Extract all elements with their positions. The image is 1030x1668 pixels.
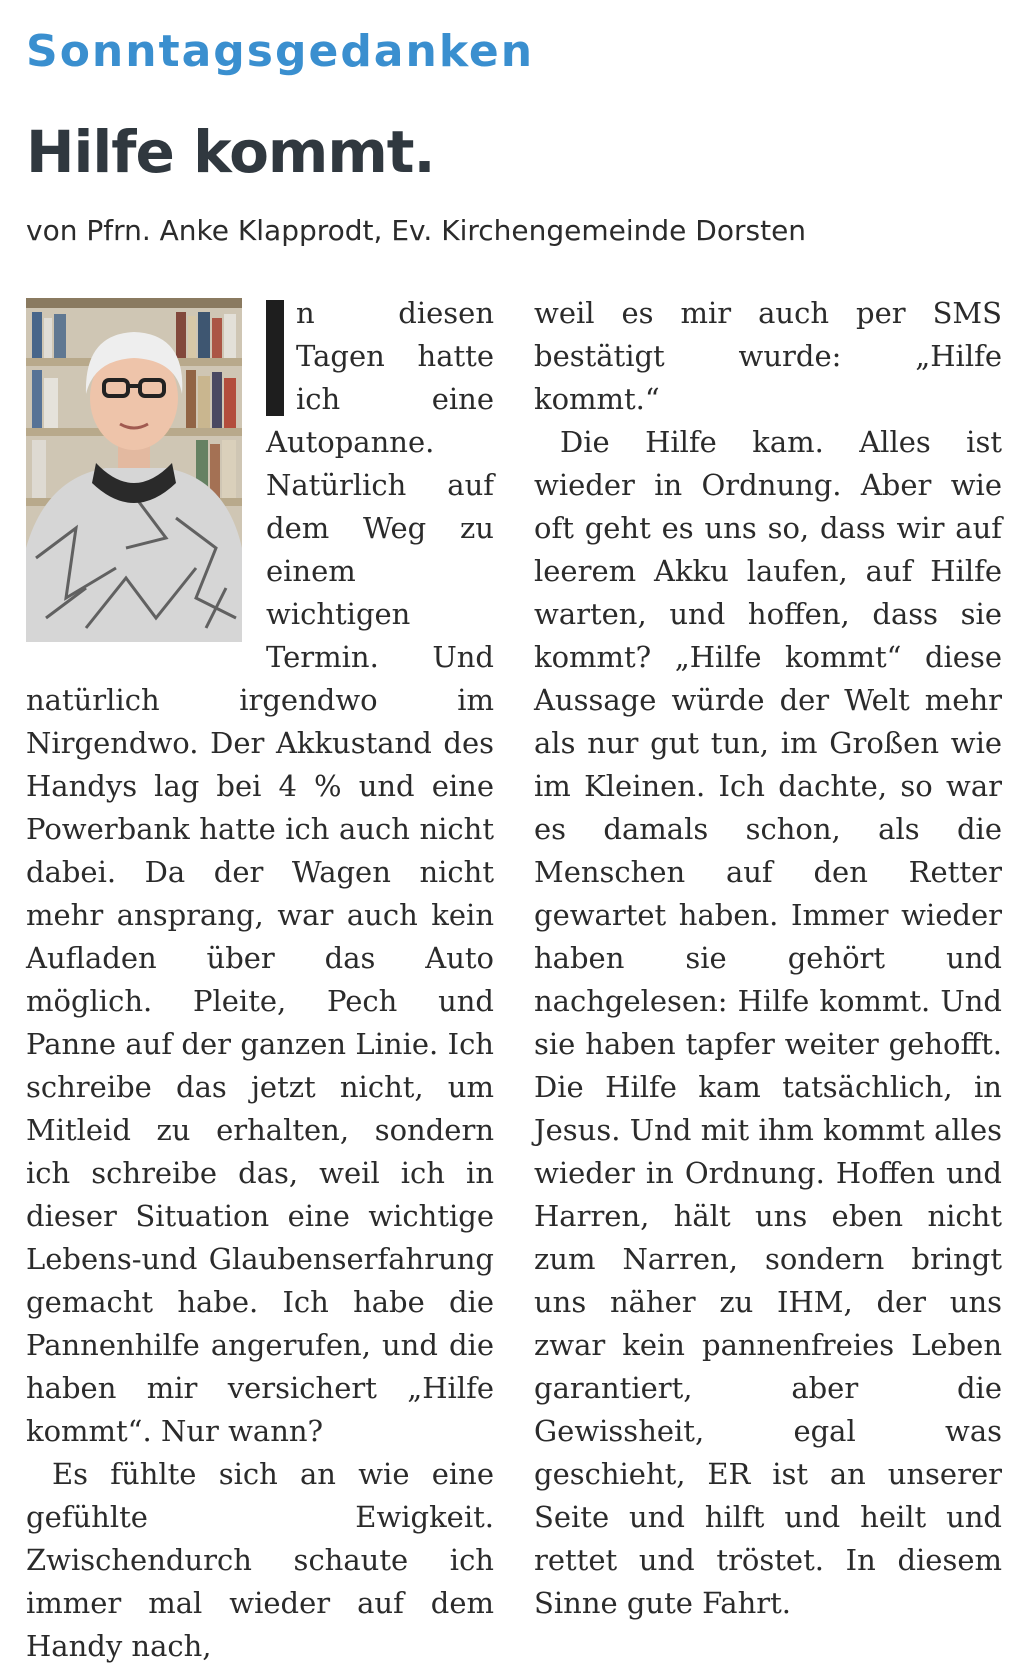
author-photo (26, 298, 242, 642)
article-column-1 (26, 292, 494, 1668)
article-column-2 (534, 292, 1002, 1625)
headline: Hilfe kommt. (26, 118, 435, 186)
paragraph: weil es mir auch per SMS bestätigt wurde: „Hilfe kommt.“ (534, 296, 1002, 416)
byline: von Pfrn. Anke Klapprodt, Ev. Kirchengemeinde Dorsten (26, 214, 807, 247)
rubric-title: Sonntagsgedanken (26, 26, 535, 77)
paragraph: n diesen Tagen hatte ich eine Autopanne. Natürlich auf dem Weg zu einem wichtigen Termin. Und natürlich irgendwo im Nirgendwo. Der Akkustand des Handys lag bei 4 % und eine Powerbank hatte ich auch nicht dabei. Da der Wagen nicht mehr ansprang, war auch kein Aufladen über das Auto möglich. Pleite, Pech und Panne auf der ganzen Linie. Ich schreibe das jetzt nicht, um Mitleid zu erhalten, sondern ich schreibe das, weil ich in dieser Situation eine wichtige Lebens-und Glaubenserfahrung gemacht habe. Ich habe die Pannenhilfe angerufen, und die haben mir versichert „Hilfe kommt“. Nur wann? (26, 296, 494, 1448)
paragraph: Es fühlte sich an wie eine gefühlte Ewigkeit. Zwischendurch schaute ich immer mal wieder auf dem Handy nach, (26, 1457, 494, 1663)
paragraph: Die Hilfe kam. Alles ist wieder in Ordnung. Aber wie oft geht es uns so, dass wir auf leerem Akku laufen, auf Hilfe warten, und hoffen, dass sie kommt? „Hilfe kommt“ diese Aussage würde der Welt mehr als nur gut tun, im Großen wie im Kleinen. Ich dachte, so war es damals schon, als die Menschen auf den Retter gewartet haben. Immer wieder haben sie gehört und nachgelesen: Hilfe kommt. Und sie haben tapfer weiter gehofft. Die Hilfe kam tatsächlich, in Jesus. Und mit ihm kommt alles wieder in Ordnung. Hoffen und Harren, hält uns eben nicht zum Narren, sondern bringt uns näher zu IHM, der uns zwar kein pannenfreies Leben garantiert, aber die Gewissheit, egal was geschieht, ER ist an unserer Seite und hilft und heilt und rettet und tröstet. In diesem Sinne gute Fahrt. (534, 425, 1002, 1620)
drop-cap-initial (266, 300, 284, 416)
